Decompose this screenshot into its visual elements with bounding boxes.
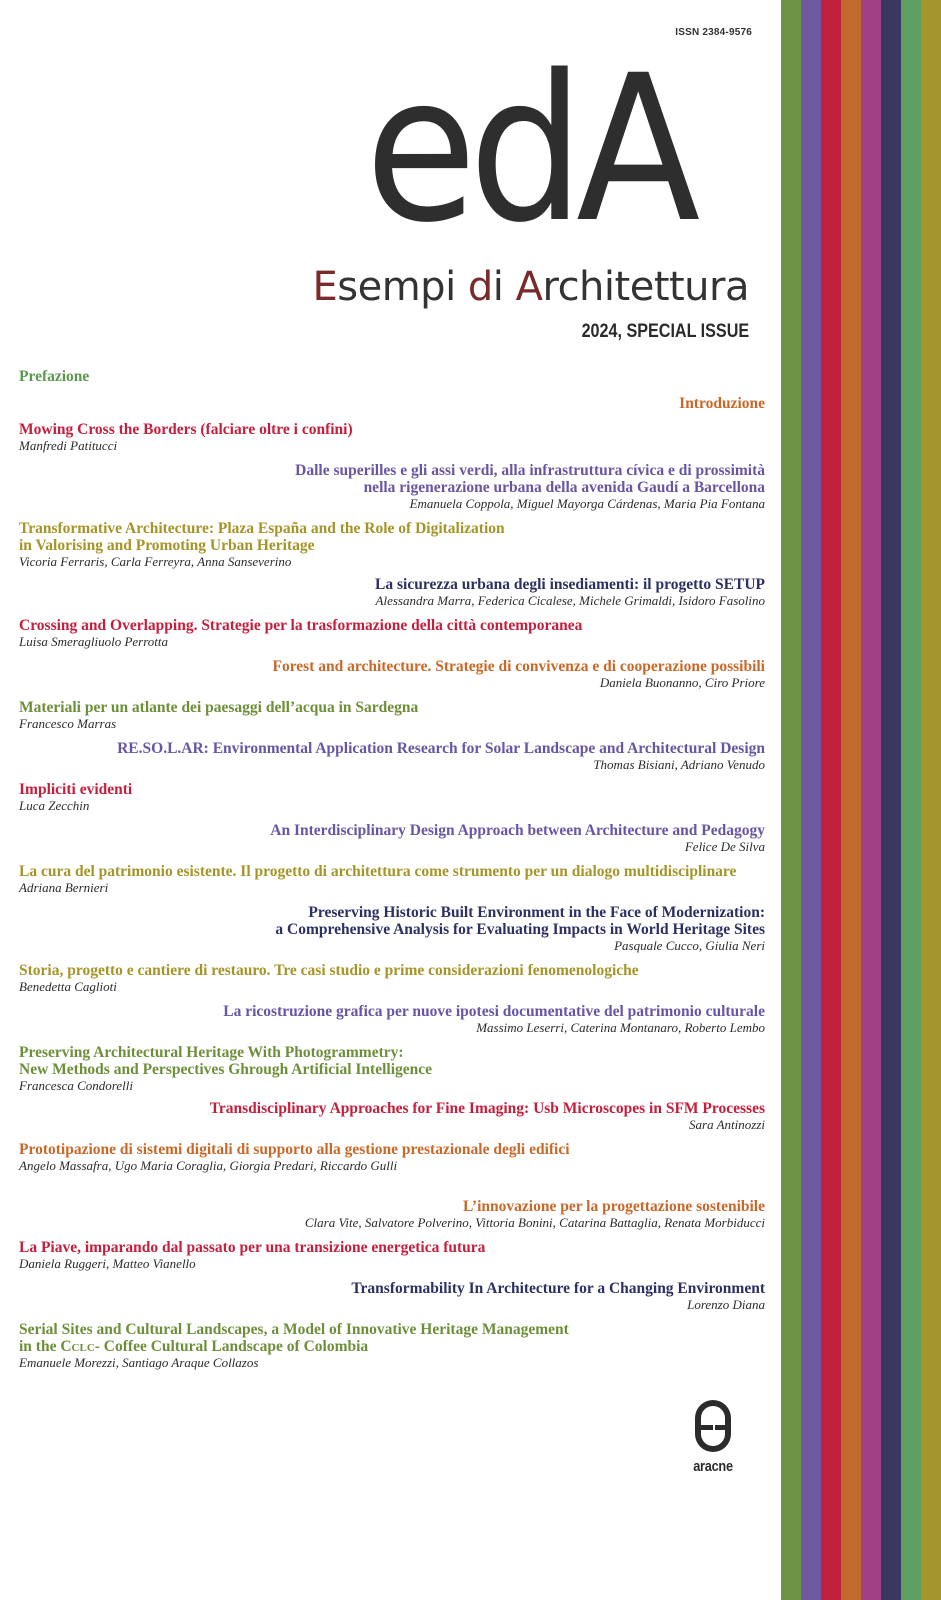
toc-authors: Clara Vite, Salvatore Polverino, Vittoria Bonini, Catarina Battaglia, Renata Morbiducci [304,1215,765,1230]
toc-entry[interactable] [19,699,418,732]
toc-authors: Benedetta Caglioti [19,979,117,994]
toc-entry[interactable] [679,395,765,412]
toc-entry[interactable] [272,658,765,691]
toc-authors: Pasquale Cucco, Giulia Neri [614,938,765,953]
toc-title: La cura del patrimonio esistente. Il progetto di architettura come strumento per un dialogo multidisciplinare [19,863,737,880]
toc-authors: Luca Zecchin [19,798,90,813]
toc-authors: Luisa Smeragliuolo Perrotta [19,634,169,649]
stripe [801,0,821,1600]
subtitle-word: i [492,264,516,310]
toc-title: Transformative Architecture: Plaza España and the Role of Digitalization in Valorising and Promoting Urban Heritage [19,520,505,554]
toc-title: L’innovazione per la progettazione sostenibile [463,1198,765,1215]
stripe [841,0,861,1600]
toc-entry[interactable] [19,1141,570,1174]
toc-title-acronym: Cclc [60,1338,95,1355]
subtitle-word: rchitettura [542,264,749,310]
stripe [861,0,881,1600]
toc-title: La Piave, imparando dal passato per una transizione energetica futura [19,1239,486,1256]
toc-authors: Thomas Bisiani, Adriano Venudo [593,757,765,772]
toc-title: Preserving Historic Built Environment in the Face of Modernization: a Comprehensive Analysis for Evaluating Impacts in World Heritage Sites [275,904,765,938]
toc-entry[interactable] [19,368,89,385]
toc-entry[interactable] [295,462,765,512]
toc-entry[interactable] [19,962,639,995]
stripe [821,0,841,1600]
toc-authors: Daniela Buonanno, Ciro Priore [599,675,765,690]
toc-authors: Vicoria Ferraris, Carla Ferreyra, Anna Sanseverino [19,554,292,569]
toc-title: Storia, progetto e cantiere di restauro. Tre casi studio e prime considerazioni fenomenologiche [19,962,639,979]
issn: ISSN 2384-9576 [675,27,752,38]
toc-entry[interactable] [19,520,505,570]
toc-title: Introduzione [679,395,765,412]
toc-title: An Interdisciplinary Design Approach between Architecture and Pedagogy [270,822,765,839]
stripe [881,0,901,1600]
toc-title: La sicurezza urbana degli insediamenti: il progetto SETUP [375,576,765,593]
toc-entry[interactable] [210,1100,765,1133]
toc-authors: Emanuele Morezzi, Santiago Araque Collazos [19,1355,259,1370]
toc-authors: Manfredi Patitucci [19,438,118,453]
stripe [781,0,801,1600]
journal-logo: edA [365,31,693,267]
subtitle-letter: d [467,264,493,310]
toc-entry[interactable] [275,904,765,954]
toc-title-part: - Coffee Cultural Landscape of Colombia [94,1338,369,1355]
aracne-mark-icon [691,1398,735,1454]
toc-title: Materiali per un atlante dei paesaggi dell’acqua in Sardegna [19,699,419,716]
toc-authors: Adriana Bernieri [19,880,109,895]
toc-title: La ricostruzione grafica per nuove ipotesi documentative del patrimonio culturale [223,1003,765,1020]
toc-title-part: Serial Sites and Cultural Landscapes, a Model of Innovative Heritage Management in the [19,1321,569,1355]
stripe [901,0,921,1600]
issue-label: 2024, SPECIAL ISSUE [581,321,749,342]
toc-entry[interactable] [223,1003,765,1036]
toc-entry[interactable] [19,1239,485,1272]
toc-title: Dalle superilles e gli assi verdi, alla infrastruttura cívica e di prossimità nella rigenerazione urbana della avenida Gaudí a Barcellona [295,462,765,496]
toc-authors: Francesca Condorelli [19,1078,133,1093]
toc-entry[interactable] [19,781,132,814]
subtitle-word: sempi [337,264,468,310]
toc-authors: Massimo Leserri, Caterina Montanaro, Roberto Lembo [476,1020,765,1035]
publisher-logo [688,1398,738,1475]
toc-title: Crossing and Overlapping. Strategie per la trasformazione della città contemporanea [19,617,583,634]
toc-title: Forest and architecture. Strategie di convivenza e di cooperazione possibili [272,658,765,675]
toc-title: Mowing Cross the Borders (falciare oltre i confini) [19,421,353,438]
toc-title: Transformability In Architecture for a Changing Environment [351,1280,765,1297]
toc-authors: Felice De Silva [684,839,765,854]
toc-authors: Emanuela Coppola, Miguel Mayorga Cárdenas, Maria Pia Fontana [409,496,765,511]
toc-entry[interactable] [19,1321,569,1371]
toc-title: Impliciti evidenti [19,781,133,798]
toc-entry[interactable] [351,1280,765,1313]
toc-title: Preserving Architectural Heritage With Photogrammetry: New Methods and Perspectives Ghrough Artificial Intelligence [19,1044,433,1078]
subtitle-letter: E [312,264,338,310]
toc-entry[interactable] [19,421,353,454]
toc-title [19,1321,569,1355]
toc-title: Prototipazione di sistemi digitali di supporto alla gestione prestazionale degli edifici [19,1141,570,1158]
toc-authors: Lorenzo Diana [687,1297,765,1312]
subtitle-letter: A [515,264,543,310]
toc-authors: Sara Antinozzi [689,1117,765,1132]
toc-authors: Daniela Ruggeri, Matteo Vianello [19,1256,196,1271]
toc-entry[interactable] [270,822,765,855]
toc-authors: Francesco Marras [19,716,117,731]
toc-entry[interactable] [19,1044,432,1094]
toc-entry[interactable] [375,576,765,609]
toc-authors: Alessandra Marra, Federica Cicalese, Michele Grimaldi, Isidoro Fasolino [375,593,765,608]
toc-title: Transdisciplinary Approaches for Fine Imaging: Usb Microscopes in SFM Processes [209,1100,765,1117]
journal-subtitle [312,264,749,310]
color-stripes [781,0,941,1600]
toc-entry[interactable] [305,1198,765,1231]
toc-entry[interactable] [117,740,765,773]
toc-title: Prefazione [19,368,90,385]
toc-title: RE.SO.L.AR: Environmental Application Research for Solar Landscape and Architectural Design [117,740,765,757]
publisher-name: aracne [693,1458,733,1475]
toc-authors: Angelo Massafra, Ugo Maria Coraglia, Giorgia Predari, Riccardo Gulli [19,1158,398,1173]
toc-entry[interactable] [19,863,736,896]
stripe [921,0,941,1600]
toc-entry[interactable] [19,617,582,650]
